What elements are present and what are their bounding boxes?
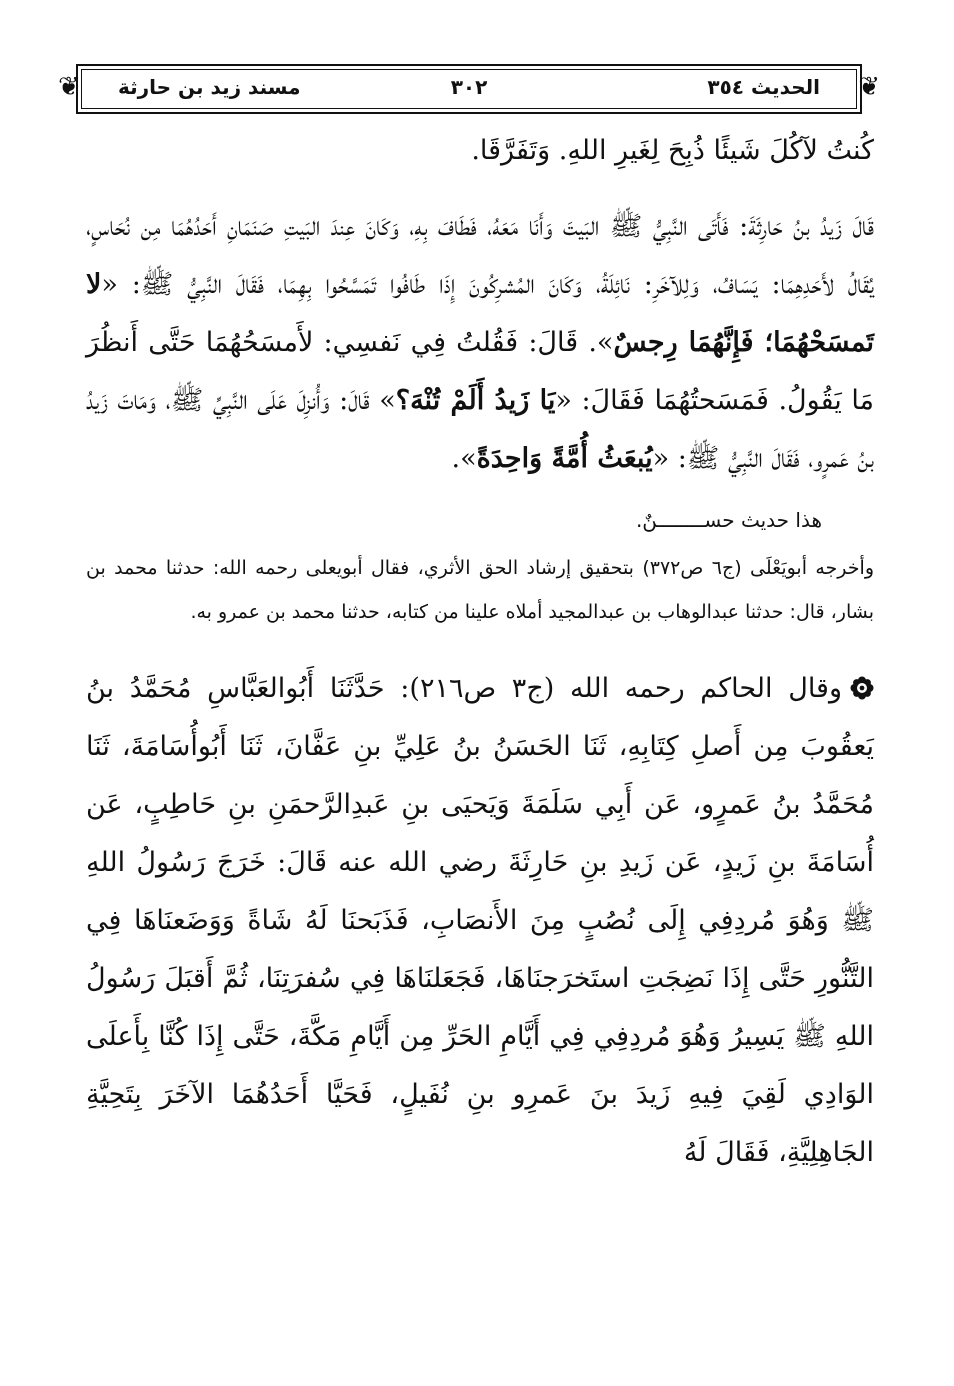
page-number: ٣٠٢ bbox=[450, 75, 488, 99]
takhrij-note: وأخرجه أبويَعْلَى (ج٦ ص٣٧٢) بتحقيق إرشاد الحق الأثري، فقال أبويعلى رحمه الله: حدثنا محمد بن بشار، قال: حدثنا عبدالوهاب بن عبدالمجيد أملاه علينا من كتابه، حدثنا محمد بن عمرو به. bbox=[86, 557, 874, 623]
flower-ornament-icon bbox=[850, 676, 874, 700]
narration-text: قَالَ زَيدُ بنُ حَارِثَةَ: فَأَتَى النَّبِيُّ ﷺ البَيتَ وَأَنَا مَعَهُ، فَطَافَ بِهِ، وَكَانَ عِندَ البَيتِ صَنَمَانِ أَحَدُهُمَا مِن نُحَاسٍ، يُقَالُ لأَحَدِهِمَا: يَسَافُ، وَلِلآخَرِ: نَائِلَةُ، وَكَانَ المُشرِكُونَ إِذَا طَافُوا تَمَسَّحُوا بِهِمَا، فَقَالَ النَّبِيُّ ﷺ: « bbox=[86, 211, 874, 300]
prophet-quote-3: يُبعَثُ أُمَّةً وَاحِدَةً bbox=[476, 443, 653, 474]
hakim-narration bbox=[86, 660, 874, 1182]
header-ornament-left-icon: ❦ bbox=[58, 72, 80, 102]
continued-text: كُنتُ لآكُلَ شَيئًا ذُبِحَ لِغَيرِ اللهِ. وَتَفَرَّقَا. bbox=[471, 135, 874, 166]
page-body bbox=[86, 122, 874, 1182]
narration-text: ». bbox=[451, 443, 477, 474]
hakim-narration-text: وقال الحاكم رحمه الله (ج٣ ص٢١٦): حَدَّثَنَا أَبُوالعَبَّاسِ مُحَمَّدُ بنُ يَعقُوبَ مِن أَصلِ كِتَابِهِ، ثَنَا الحَسَنُ بنُ عَلِيِّ بنِ عَفَّانَ، ثَنَا أَبُوأُسَامَةَ، ثَنَا مُحَمَّدُ بنُ عَمرٍو، عَن أَبِي سَلَمَةَ وَيَحيَى بنِ عَبدِالرَّحمَنِ بنِ حَاطِبٍ، عَن أُسَامَةَ بنِ زَيدٍ، عَن زَيدِ بنِ حَارِثَةَ رضي الله عنه قَالَ: خَرَجَ رَسُولُ اللهِ ﷺ وَهُوَ مُردِفِي إِلَى نُصُبٍ مِنَ الأَنصَابِ، فَذَبَحنَا لَهُ شَاةً وَوَضَعنَاهَا فِي التَّنُّورِ حَتَّى إِذَا نَضِجَتِ استَخرَجنَاهَا، فَجَعَلنَاهَا فِي سُفرَتِنَا، ثُمَّ أَقبَلَ رَسُولُ اللهِ ﷺ يَسِيرُ وَهُوَ مُردِفِي فِي أَيَّامِ الحَرِّ مِن أَيَّامِ مَكَّةَ، حَتَّى إِذَا كُنَّا بِأَعلَى الوَادِي لَقِيَ فِيهِ زَيدَ بنَ عَمرِو بنِ نُفَيلٍ، فَحَيَّا أَحَدُهُمَا الآخَرَ بِتَحِيَّةِ الجَاهِلِيَّةِ، فَقَالَ لَهُ bbox=[86, 673, 874, 1168]
running-header bbox=[60, 64, 878, 114]
narration-text: ». قَالَ: فَقُلتُ فِي نَفسِي: لأَمسَحُهُمَا حَتَّى أَنظُرَ مَا يَقُولُ. فَمَسَحتُهُمَا فَقَالَ: « bbox=[86, 327, 875, 416]
hadith-paragraph bbox=[86, 198, 874, 488]
grade-text-tail: ـــــــنٌ. bbox=[635, 508, 699, 532]
grade-text: هذا حديث حسـ bbox=[698, 508, 822, 532]
hadith-number: الحديث ٣٥٤ bbox=[707, 75, 820, 99]
section-title: مسند زيد بن حارثة bbox=[118, 75, 301, 99]
hadith-grade bbox=[86, 502, 822, 538]
narration-text: » قَالَ: وَأُنزِلَ عَلَى النَّبِيِّ ﷺ، وَمَاتَ زَيدُ بنُ عَمرٍو، فَقَالَ النَّبِيُّ ﷺ: « bbox=[86, 385, 874, 474]
prophet-quote-1: لا تَمسَحْهُمَا؛ فَإِنَّهُمَا رِجسٌ bbox=[86, 269, 874, 358]
prophet-quote-2: يَا زَيدُ أَلَمْ تُنْهَ؟ bbox=[395, 385, 556, 416]
header-ornament-right-icon: ❦ bbox=[858, 72, 880, 102]
